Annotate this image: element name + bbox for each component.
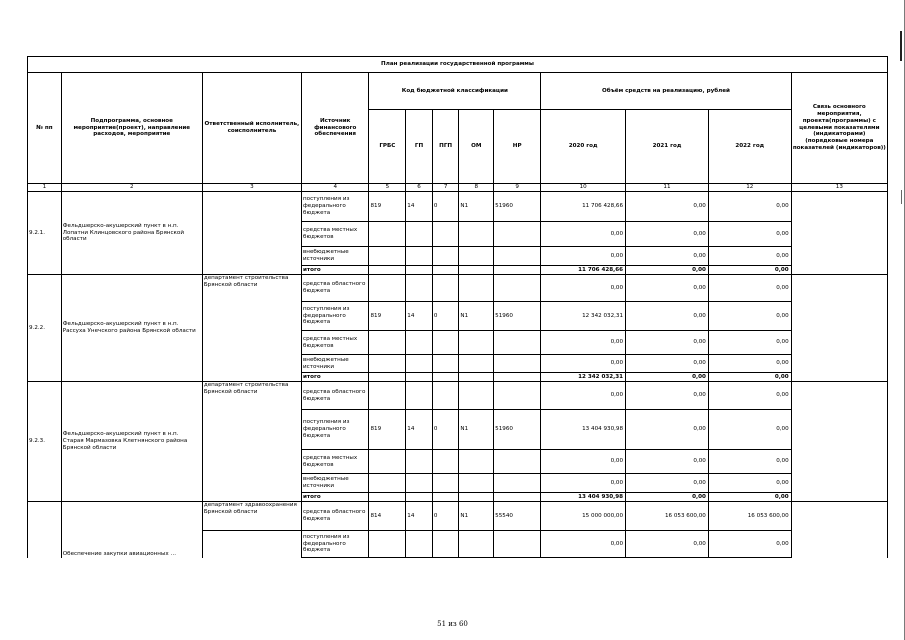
scan-mark: [901, 190, 902, 204]
amount-2022: 0,00: [708, 302, 791, 331]
source-label: итого: [302, 493, 369, 502]
amount-2021: 0,00: [626, 247, 709, 266]
amount-2020: 0,00: [541, 331, 626, 355]
column-number: 10: [541, 184, 626, 192]
amount-2021: 0,00: [626, 275, 709, 302]
code-gp: 14: [406, 192, 433, 222]
amount-2021: 0,00: [626, 355, 709, 373]
source-label: средства областного бюджета: [302, 502, 369, 531]
column-number: 1: [28, 184, 62, 192]
code-pgp: 0: [432, 502, 459, 531]
code-gp: 14: [406, 302, 433, 331]
header-om: ОМ: [459, 110, 494, 184]
column-number: 4: [302, 184, 369, 192]
code-grbs: 819: [369, 410, 406, 450]
amount-2020: 12 342 032,31: [541, 302, 626, 331]
plan-title: План реализации государственной программы: [28, 57, 888, 73]
source-label: средства областного бюджета: [302, 382, 369, 410]
responsible-cell: [202, 531, 301, 558]
amount-2021: 0,00: [626, 474, 709, 493]
header-2022: 2022 год: [708, 110, 791, 184]
header-num: № пп: [28, 73, 62, 184]
source-label: итого: [302, 266, 369, 275]
total-2021: 0,00: [626, 266, 709, 275]
responsible-cell: департамент строительства Брянской области: [202, 275, 301, 382]
code-om: N1: [459, 502, 494, 531]
amount-2022: 0,00: [708, 410, 791, 450]
column-number: 12: [708, 184, 791, 192]
amount-2020: 0,00: [541, 382, 626, 410]
code-pgp: 0: [432, 302, 459, 331]
code-pgp: 0: [432, 192, 459, 222]
code-np: 55540: [494, 502, 541, 531]
header-np: НР: [494, 110, 541, 184]
source-label: средства местных бюджетов: [302, 450, 369, 474]
amount-2022: 16 053 600,00: [708, 502, 791, 531]
source-label: средства местных бюджетов: [302, 222, 369, 247]
amount-2021: 0,00: [626, 531, 709, 558]
amount-2021: 0,00: [626, 222, 709, 247]
code-np: 51960: [494, 192, 541, 222]
column-number: 9: [494, 184, 541, 192]
source-label: внебюджетные источники: [302, 355, 369, 373]
column-number: 7: [432, 184, 459, 192]
activity-name: Обеспечение закупки авиационных …: [61, 502, 202, 558]
source-label: внебюджетные источники: [302, 247, 369, 266]
total-2020: 13 404 930,98: [541, 493, 626, 502]
responsible-cell: департамент строительства Брянской области: [202, 382, 301, 502]
header-funds: Объём средств на реализацию, рублей: [541, 73, 791, 110]
amount-2022: 0,00: [708, 531, 791, 558]
header-2020: 2020 год: [541, 110, 626, 184]
responsible-cell: [202, 192, 301, 275]
amount-2020: 15 000 000,00: [541, 502, 626, 531]
link-cell: [791, 192, 887, 275]
source-label: средства областного бюджета: [302, 275, 369, 302]
total-2021: 0,00: [626, 493, 709, 502]
amount-2020: 0,00: [541, 474, 626, 493]
amount-2022: 0,00: [708, 382, 791, 410]
total-2020: 11 706 428,66: [541, 266, 626, 275]
amount-2022: 0,00: [708, 355, 791, 373]
amount-2022: 0,00: [708, 275, 791, 302]
amount-2022: 0,00: [708, 450, 791, 474]
source-label: внебюджетные источники: [302, 474, 369, 493]
table-row: [28, 275, 888, 302]
amount-2022: 0,00: [708, 247, 791, 266]
amount-2022: 0,00: [708, 222, 791, 247]
source-label: поступления из федерального бюджета: [302, 410, 369, 450]
amount-2021: 0,00: [626, 410, 709, 450]
header-link: Связь основного мероприятия, проекта(программы) с целевыми показателями (индикаторами) (порядковые номера показателей (индикаторов)): [791, 73, 887, 184]
column-number: 13: [791, 184, 887, 192]
amount-2021: 0,00: [626, 382, 709, 410]
scan-mark: [900, 31, 902, 61]
link-cell: [791, 502, 887, 558]
amount-2020: 13 404 930,98: [541, 410, 626, 450]
source-label: поступления из федерального бюджета: [302, 192, 369, 222]
code-np: 51960: [494, 302, 541, 331]
column-number: 8: [459, 184, 494, 192]
total-2022: 0,00: [708, 493, 791, 502]
table-row: [28, 192, 888, 222]
total-2022: 0,00: [708, 266, 791, 275]
column-number: 5: [369, 184, 406, 192]
amount-2020: 0,00: [541, 247, 626, 266]
table-row: [28, 502, 888, 531]
activity-name: Фельдшерско-акушерский пункт в н.п. Лопатни Клинцовского района Брянской области: [61, 192, 202, 275]
code-grbs: 814: [369, 502, 406, 531]
amount-2021: 0,00: [626, 331, 709, 355]
responsible-cell: департамент здравоохранения Брянской области: [202, 502, 301, 531]
code-om: N1: [459, 192, 494, 222]
code-pgp: 0: [432, 410, 459, 450]
page-number: 51 из 60: [437, 620, 468, 628]
header-subprogram: Подпрограмма, основное мероприятие(проект), направление расходов, мероприятие: [61, 73, 202, 184]
program-plan-table: [27, 56, 888, 558]
column-number: 6: [406, 184, 433, 192]
header-responsible: Ответственный исполнитель, соисполнитель: [202, 73, 301, 184]
amount-2022: 0,00: [708, 474, 791, 493]
code-np: 51960: [494, 410, 541, 450]
source-label: средства местных бюджетов: [302, 331, 369, 355]
activity-name: Фельдшерско-акушерский пункт в н.п. Старая Мармазовка Клетнянского района Брянской области: [61, 382, 202, 502]
code-grbs: 819: [369, 302, 406, 331]
amount-2020: 0,00: [541, 355, 626, 373]
code-gp: 14: [406, 502, 433, 531]
column-number: 2: [61, 184, 202, 192]
header-gp: ГП: [406, 110, 433, 184]
code-gp: 14: [406, 410, 433, 450]
row-number: 9.2.3.: [28, 382, 62, 502]
code-om: N1: [459, 410, 494, 450]
link-cell: [791, 382, 887, 502]
source-label: поступления из федерального бюджета: [302, 302, 369, 331]
source-label: итого: [302, 373, 369, 382]
amount-2021: 0,00: [626, 302, 709, 331]
amount-2020: 11 706 428,66: [541, 192, 626, 222]
total-2022: 0,00: [708, 373, 791, 382]
activity-name: Фельдшерско-акушерский пункт в н.п. Рассуха Унечского района Брянской области: [61, 275, 202, 382]
row-number: 9.2.1.: [28, 192, 62, 275]
header-pgp: ПГП: [432, 110, 459, 184]
header-2021: 2021 год: [626, 110, 709, 184]
row-number: [28, 502, 62, 558]
amount-2020: 0,00: [541, 275, 626, 302]
total-2021: 0,00: [626, 373, 709, 382]
link-cell: [791, 275, 887, 382]
code-grbs: 819: [369, 192, 406, 222]
amount-2020: 0,00: [541, 222, 626, 247]
amount-2022: 0,00: [708, 331, 791, 355]
code-om: N1: [459, 302, 494, 331]
amount-2021: 16 053 600,00: [626, 502, 709, 531]
amount-2020: 0,00: [541, 531, 626, 558]
total-2020: 12 342 032,31: [541, 373, 626, 382]
amount-2021: 0,00: [626, 450, 709, 474]
amount-2021: 0,00: [626, 192, 709, 222]
source-label: поступления из федерального бюджета: [302, 531, 369, 558]
header-grbs: ГРБС: [369, 110, 406, 184]
amount-2020: 0,00: [541, 450, 626, 474]
header-budget-code: Код бюджетной классификации: [369, 73, 541, 110]
table-row: [28, 382, 888, 410]
column-number: 11: [626, 184, 709, 192]
header-source: Источник финансового обеспечения: [302, 73, 369, 184]
row-number: 9.2.2.: [28, 275, 62, 382]
amount-2022: 0,00: [708, 192, 791, 222]
column-number: 3: [202, 184, 301, 192]
